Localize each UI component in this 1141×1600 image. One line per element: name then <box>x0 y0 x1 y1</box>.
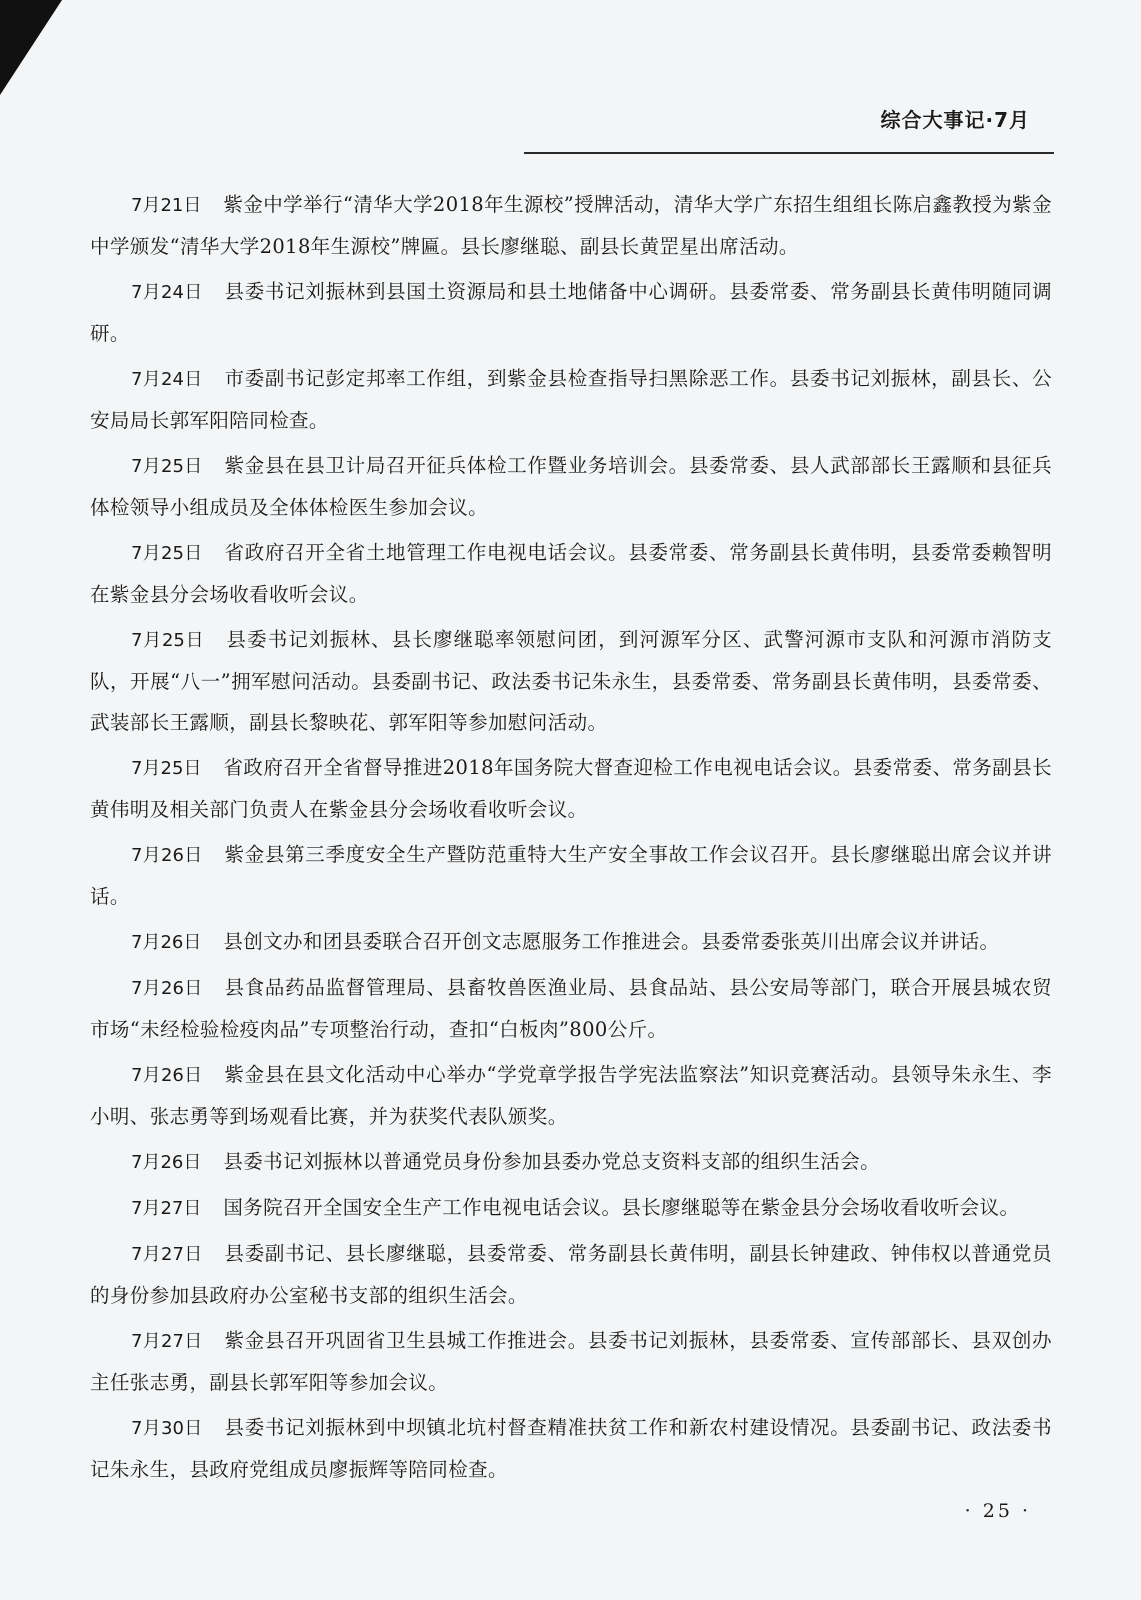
entry-text: 紫金县第三季度安全生产暨防范重特大生产安全事故工作会议召开。县长廖继聪出席会议并讲话。 <box>90 843 1052 908</box>
entry-date: 7月26日 <box>131 1065 203 1086</box>
entry-text: 县委副书记、县长廖继聪，县委常委、常务副县长黄伟明，副县长钟建政、钟伟权以普通党员的身份参加县政府办公室秘书支部的组织生活会。 <box>90 1242 1052 1307</box>
entry-text: 紫金县在县文化活动中心举办“学党章学报告学宪法监察法”知识竞赛活动。县领导朱永生、李小明、张志勇等到场观看比赛，并为获奖代表队颁奖。 <box>90 1063 1052 1128</box>
entry-date: 7月24日 <box>131 369 203 390</box>
page-number: · 25 · <box>964 1500 1031 1522</box>
chronicle-entry <box>90 184 1052 267</box>
chronicle-entries <box>90 184 1052 1494</box>
header-rule <box>524 152 1054 154</box>
entry-text: 县委书记刘振林以普通党员身份参加县委办党总支资料支部的组织生活会。 <box>223 1150 881 1173</box>
entry-text: 县创文办和团县委联合召开创文志愿服务工作推进会。县委常委张英川出席会议并讲话。 <box>223 930 1000 953</box>
entry-date: 7月27日 <box>131 1331 203 1352</box>
entry-text: 县委书记刘振林到县国土资源局和县土地储备中心调研。县委常委、常务副县长黄伟明随同调研。 <box>90 280 1052 345</box>
chronicle-entry <box>90 921 1052 963</box>
entry-date: 7月25日 <box>131 456 203 477</box>
chronicle-entry <box>90 1320 1052 1403</box>
chronicle-entry <box>90 967 1052 1050</box>
chronicle-entry <box>90 1407 1052 1490</box>
entry-date: 7月27日 <box>131 1198 202 1219</box>
entry-date: 7月26日 <box>131 1152 202 1173</box>
chronicle-entry <box>90 1054 1052 1137</box>
chronicle-entry <box>90 1141 1052 1183</box>
chronicle-entry <box>90 358 1052 441</box>
entry-text: 省政府召开全省督导推进2018年国务院大督查迎检工作电视电话会议。县委常委、常务副县长黄伟明及相关部门负责人在紫金县分会场收看收听会议。 <box>90 756 1053 821</box>
entry-date: 7月30日 <box>131 1418 203 1439</box>
chronicle-entry <box>90 1187 1052 1229</box>
entry-text: 紫金中学举行“清华大学2018年生源校”授牌活动，清华大学广东招生组组长陈启鑫教授为紫金中学颁发“清华大学2018年生源校”牌匾。县长廖继聪、副县长黄罡星出席活动。 <box>90 193 1052 258</box>
chronicle-entry <box>90 1233 1052 1316</box>
entry-date: 7月21日 <box>131 195 202 216</box>
chronicle-entry <box>90 532 1052 615</box>
entry-date: 7月24日 <box>131 282 203 303</box>
chronicle-entry <box>90 271 1052 354</box>
scan-corner-shadow <box>0 0 62 95</box>
entry-date: 7月25日 <box>131 630 205 651</box>
entry-text: 县委书记刘振林到中坝镇北坑村督查精准扶贫工作和新农村建设情况。县委副书记、政法委书记朱永生，县政府党组成员廖振辉等陪同检查。 <box>90 1416 1052 1481</box>
entry-text: 市委副书记彭定邦率工作组，到紫金县检查指导扫黑除恶工作。县委书记刘振林，副县长、公安局局长郭军阳陪同检查。 <box>90 367 1052 432</box>
entry-text: 县委书记刘振林、县长廖继聪率领慰问团，到河源军分区、武警河源市支队和河源市消防支队，开展“八一”拥军慰问活动。县委副书记、政法委书记朱永生，县委常委、常务副县长黄伟明，县委常委、武装部长王露顺，副县长黎映花、郭军阳等参加慰问活动。 <box>90 628 1052 734</box>
entry-date: 7月27日 <box>131 1244 203 1265</box>
entry-date: 7月25日 <box>131 758 202 779</box>
entry-date: 7月25日 <box>131 543 203 564</box>
entry-date: 7月26日 <box>131 845 203 866</box>
entry-text: 国务院召开全国安全生产工作电视电话会议。县长廖继聪等在紫金县分会场收看收听会议。 <box>223 1196 1020 1219</box>
entry-text: 县食品药品监督管理局、县畜牧兽医渔业局、县食品站、县公安局等部门，联合开展县城农贸市场“未经检验检疫肉品”专项整治行动，查扣“白板肉”800公斤。 <box>90 976 1052 1041</box>
chronicle-entry <box>90 445 1052 528</box>
entry-text: 紫金县在县卫计局召开征兵体检工作暨业务培训会。县委常委、县人武部部长王露顺和县征兵体检领导小组成员及全体体检医生参加会议。 <box>90 454 1052 519</box>
running-header: 综合大事记·7月 <box>880 108 1030 132</box>
chronicle-entry <box>90 834 1052 917</box>
entry-date: 7月26日 <box>131 932 202 953</box>
entry-text: 紫金县召开巩固省卫生县城工作推进会。县委书记刘振林，县委常委、宣传部部长、县双创办主任张志勇，副县长郭军阳等参加会议。 <box>90 1329 1052 1394</box>
entry-text: 省政府召开全省土地管理工作电视电话会议。县委常委、常务副县长黄伟明，县委常委赖智明在紫金县分会场收看收听会议。 <box>90 541 1052 606</box>
chronicle-entry <box>90 747 1052 830</box>
entry-date: 7月26日 <box>131 978 203 999</box>
chronicle-entry <box>90 619 1052 743</box>
